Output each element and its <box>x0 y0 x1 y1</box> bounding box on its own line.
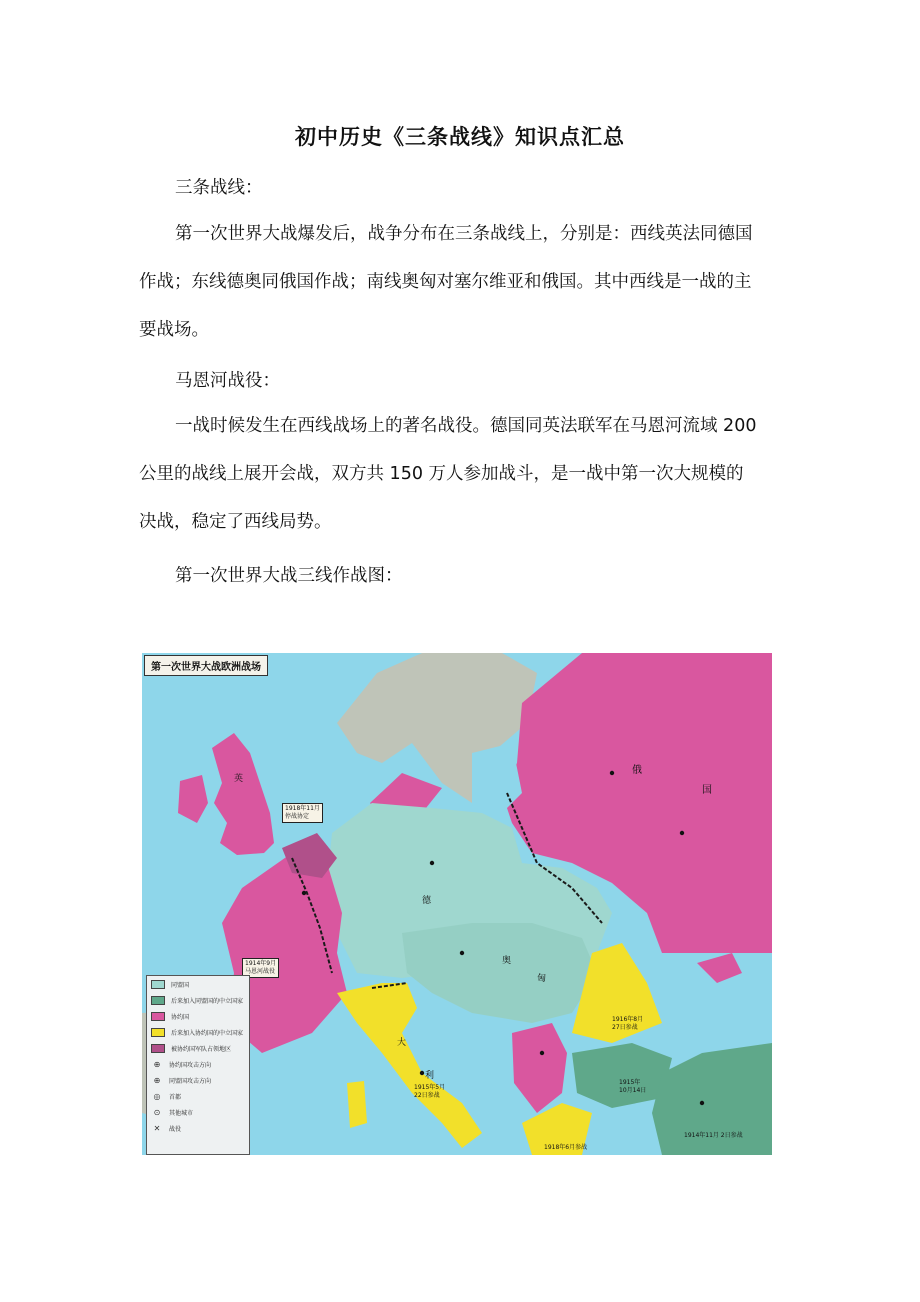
legend-symbol: ⊕ <box>153 1075 161 1085</box>
austria-hungary-land <box>402 923 597 1023</box>
city-dot <box>420 1071 424 1075</box>
legend-swatch <box>151 1028 165 1037</box>
legend-symbol: ◎ <box>153 1091 161 1101</box>
paragraph-line: 作战；东线德奥同俄国作战；南线奥匈对塞尔维亚和俄国。其中西线是一战的主 <box>139 272 752 292</box>
legend-label: 后来加入协约国的中立国家 <box>171 1029 244 1037</box>
label-italy-1: 大 <box>397 1038 407 1048</box>
legend-swatch <box>151 980 165 989</box>
label-austria: 奥 <box>502 956 512 966</box>
legend-label: 协约国攻击方向 <box>169 1061 212 1069</box>
city-dot <box>540 1051 544 1055</box>
legend-label: 后来加入同盟国的中立国家 <box>171 997 244 1005</box>
box-1914-turkey: 1914年11月 2日参战 <box>684 1132 743 1139</box>
legend-item <box>147 992 249 1008</box>
black-sea <box>662 973 762 1043</box>
box-1918-armistice: 1918年11月 停战协定 <box>282 803 323 823</box>
city-dot <box>430 861 434 865</box>
label-britain: 英 <box>234 774 244 784</box>
legend-symbol-item <box>147 1072 249 1088</box>
legend-item <box>147 976 249 992</box>
legend-label: 同盟国 <box>171 981 190 989</box>
map-legend <box>146 975 250 1155</box>
legend-swatch <box>151 1044 165 1053</box>
paragraph-line: 决战，稳定了西线局势。 <box>139 512 332 532</box>
label-russia-2: 国 <box>702 785 712 796</box>
legend-label: 其他城市 <box>169 1109 194 1117</box>
paragraph-line: 公里的战线上展开会战，双方共 150 万人参加战斗，是一战中第一次大规模的 <box>139 464 744 484</box>
legend-item <box>147 1024 249 1040</box>
legend-symbol: ✕ <box>153 1123 161 1133</box>
legend-item <box>147 1008 249 1024</box>
paragraph-marne <box>139 402 789 546</box>
paragraph-line: 第一次世界大战爆发后，战争分布在三条战线上，分别是：西线英法同德国 <box>175 224 753 244</box>
paragraph-three-fronts <box>139 210 789 354</box>
legend-symbol-item <box>147 1056 249 1072</box>
legend-label: 被协约国军队占领地区 <box>171 1045 232 1053</box>
legend-symbol-item <box>147 1120 249 1136</box>
label-germany: 德 <box>422 896 432 906</box>
section-heading-three-fronts: 三条战线： <box>175 178 263 198</box>
sardinia-land <box>347 1081 367 1128</box>
figure-caption: 第一次世界大战三线作战图： <box>175 566 403 586</box>
box-1914-marne: 1914年9月 马恩河战役 <box>242 958 279 978</box>
city-dot <box>302 891 306 895</box>
legend-swatch <box>151 1012 165 1021</box>
legend-symbol-item <box>147 1104 249 1120</box>
ww1-europe-map <box>142 653 772 1155</box>
britain-land <box>212 733 274 855</box>
box-1916-romania: 1916年8月 27日参战 <box>612 1016 644 1031</box>
label-italy-2: 利 <box>425 1071 435 1081</box>
legend-label: 同盟国攻击方向 <box>169 1077 212 1085</box>
box-1915-italy: 1915年5月 22日参战 <box>414 1084 446 1099</box>
city-dot <box>700 1101 704 1105</box>
box-1915-bulgaria: 1915年 10月14日 <box>619 1079 647 1094</box>
ireland-land <box>178 775 208 823</box>
city-dot <box>610 771 614 775</box>
serbia-land <box>512 1023 567 1113</box>
page-title: 初中历史《三条战线》知识点汇总 <box>295 125 625 149</box>
city-dot <box>680 831 684 835</box>
legend-symbol-item <box>147 1088 249 1104</box>
legend-label: 首都 <box>169 1093 182 1101</box>
city-dot <box>460 951 464 955</box>
legend-symbol: ⊙ <box>153 1107 161 1117</box>
paragraph-line: 要战场。 <box>139 320 209 340</box>
section-heading-marne: 马恩河战役： <box>175 371 280 391</box>
legend-symbol: ⊕ <box>153 1059 161 1069</box>
map-title: 第一次世界大战欧洲战场 <box>144 655 268 676</box>
legend-label: 战役 <box>169 1125 182 1133</box>
legend-swatch <box>151 996 165 1005</box>
paragraph-line: 一战时候发生在西线战场上的著名战役。德国同英法联军在马恩河流域 200 <box>175 416 757 436</box>
legend-item <box>147 1040 249 1056</box>
label-hungary: 匈 <box>537 974 547 984</box>
box-1918-greece: 1918年6月参战 <box>544 1144 588 1151</box>
legend-label: 协约国 <box>171 1013 190 1021</box>
label-russia-1: 俄 <box>632 765 642 776</box>
